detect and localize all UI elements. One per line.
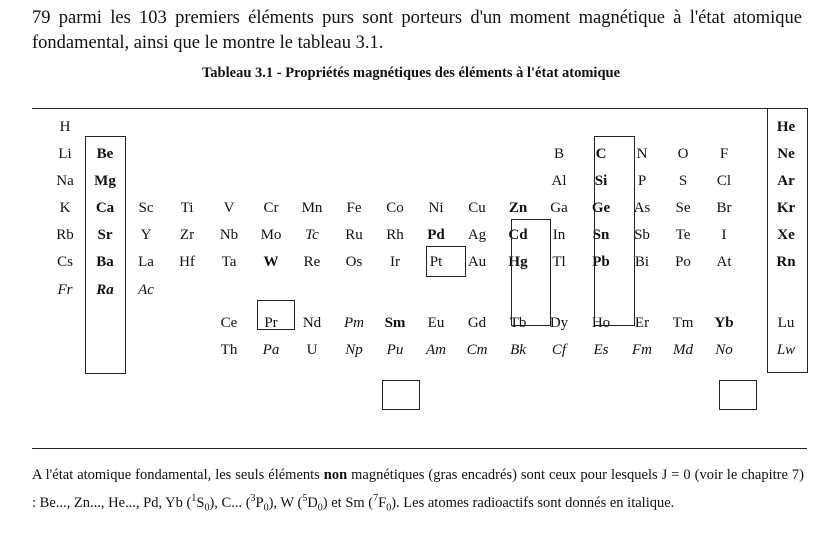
element-se: Se	[675, 200, 691, 216]
element-ge: Ge	[591, 200, 611, 216]
element-nb: Nb	[219, 227, 239, 243]
element-kr: Kr	[776, 200, 796, 216]
element-pa: Pa	[262, 342, 280, 358]
element-bk: Bk	[510, 342, 526, 358]
element-tc: Tc	[305, 227, 319, 243]
element-co: Co	[386, 200, 404, 216]
element-h: H	[59, 119, 71, 135]
element-cl: Cl	[716, 173, 732, 189]
element-ca: Ca	[95, 200, 115, 216]
element-eu: Eu	[427, 315, 445, 331]
box-group-14	[594, 136, 635, 326]
element-md: Md	[673, 342, 693, 358]
element-s: S	[678, 173, 688, 189]
element-au: Au	[467, 254, 487, 270]
element-sc: Sc	[138, 200, 154, 216]
element-tb: Tb	[509, 315, 527, 331]
element-ar: Ar	[777, 173, 795, 189]
element-gd: Gd	[467, 315, 487, 331]
element-lw: Lw	[776, 342, 796, 358]
element-sn: Sn	[592, 227, 610, 243]
element-u: U	[306, 342, 318, 358]
element-lu: Lu	[777, 315, 795, 331]
term-1-sup: 1	[191, 493, 197, 504]
element-pu: Pu	[386, 342, 404, 358]
box-group-2	[85, 136, 126, 374]
element-tl: Tl	[552, 254, 566, 270]
element-cf: Cf	[551, 342, 567, 358]
element-ga: Ga	[550, 200, 568, 216]
element-er: Er	[634, 315, 650, 331]
element-rn: Rn	[776, 254, 796, 270]
term-1: S	[196, 494, 205, 511]
element-ra: Ra	[96, 282, 114, 298]
element-al: Al	[551, 173, 567, 189]
element-sr: Sr	[97, 227, 113, 243]
element-o: O	[677, 146, 689, 162]
element-ne: Ne	[777, 146, 795, 162]
element-hg: Hg	[508, 254, 528, 270]
element-mn: Mn	[301, 200, 323, 216]
element-cm: Cm	[466, 342, 488, 358]
note-text-4: ), W (	[268, 494, 303, 511]
element-mo: Mo	[260, 227, 282, 243]
element-la: La	[138, 254, 154, 270]
element-ni: Ni	[428, 200, 444, 216]
element-ru: Ru	[345, 227, 363, 243]
element-fm: Fm	[632, 342, 652, 358]
element-am: Am	[426, 342, 446, 358]
element-at: At	[716, 254, 732, 270]
note-text-6: ). Les atomes radioactifs sont donnés en italique.	[391, 494, 675, 511]
element-yb: Yb	[714, 315, 734, 331]
element-ac: Ac	[138, 282, 154, 298]
element-b: B	[553, 146, 564, 162]
element-pd: Pd	[427, 227, 445, 243]
element-be: Be	[96, 146, 114, 162]
note-text-2: magnétiques (gras encadrés) sont ceux pour lesquels J = 0 (voir le chapitre 7) : Be..., Zn..., He..., Pd, Yb (	[32, 467, 804, 511]
term-3-sup: 5	[302, 493, 308, 504]
element-pm: Pm	[344, 315, 364, 331]
element-re: Re	[303, 254, 321, 270]
element-ta: Ta	[221, 254, 237, 270]
element-th: Th	[220, 342, 238, 358]
box-group-12	[511, 219, 551, 326]
element-nd: Nd	[302, 315, 322, 331]
element-k: K	[59, 200, 71, 216]
element-os: Os	[345, 254, 363, 270]
element-te: Te	[675, 227, 691, 243]
element-he: He	[776, 119, 796, 135]
element-y: Y	[140, 227, 152, 243]
element-cu: Cu	[468, 200, 486, 216]
table-bottom-rule	[32, 448, 807, 449]
element-na: Na	[56, 173, 74, 189]
term-2-sub: 0	[263, 502, 269, 514]
term-3: D	[307, 494, 318, 511]
element-cd: Cd	[508, 227, 528, 243]
element-cs: Cs	[57, 254, 73, 270]
box-pd	[426, 246, 466, 277]
term-3-sub: 0	[317, 502, 323, 514]
box-noble-gases	[767, 108, 808, 373]
element-si: Si	[594, 173, 608, 189]
element-po: Po	[675, 254, 691, 270]
element-f: F	[719, 146, 729, 162]
box-w	[257, 300, 295, 330]
element-es: Es	[593, 342, 609, 358]
note-text-5: ) et Sm (	[322, 494, 374, 511]
element-rh: Rh	[386, 227, 404, 243]
element-np: Np	[345, 342, 363, 358]
element-zr: Zr	[179, 227, 195, 243]
term-4-sup: 7	[373, 493, 379, 504]
element-w: W	[263, 254, 279, 270]
element-pr: Pr	[264, 315, 278, 331]
element-ir: Ir	[390, 254, 400, 270]
term-2-sup: 3	[250, 493, 256, 504]
intro-paragraph: 79 parmi les 103 premiers éléments purs sont porteurs d'un moment magnétique à l'état atomique fondamental, ainsi que le montre le tableau 3.1.	[32, 8, 802, 53]
element-ho: Ho	[591, 315, 611, 331]
element-bi: Bi	[634, 254, 650, 270]
element-i: I	[721, 227, 727, 243]
element-sm: Sm	[384, 315, 406, 331]
element-fe: Fe	[346, 200, 362, 216]
term-2: P	[255, 494, 264, 511]
element-zn: Zn	[508, 200, 528, 216]
element-tm: Tm	[672, 315, 694, 331]
table-caption: Tableau 3.1 - Propriétés magnétiques des éléments à l'état atomique	[201, 65, 621, 81]
element-rb: Rb	[56, 227, 74, 243]
box-yb	[719, 380, 757, 410]
element-pt: Pt	[429, 254, 443, 270]
term-4-sub: 0	[386, 502, 392, 514]
element-v: V	[223, 200, 235, 216]
element-cr: Cr	[263, 200, 279, 216]
note-text-3: ), C... (	[209, 494, 251, 511]
element-n: N	[636, 146, 648, 162]
element-no: No	[715, 342, 733, 358]
box-sm	[382, 380, 420, 410]
table-note	[32, 464, 804, 520]
element-c: C	[595, 146, 607, 162]
element-pb: Pb	[592, 254, 610, 270]
element-ag: Ag	[467, 227, 487, 243]
element-ba: Ba	[96, 254, 114, 270]
element-in: In	[552, 227, 566, 243]
element-mg: Mg	[94, 173, 116, 189]
element-as: As	[633, 200, 651, 216]
note-text-1: A l'état atomique fondamental, les seuls éléments	[32, 467, 324, 483]
element-hf: Hf	[179, 254, 195, 270]
element-ti: Ti	[180, 200, 194, 216]
element-li: Li	[58, 146, 72, 162]
element-br: Br	[716, 200, 732, 216]
element-sb: Sb	[634, 227, 650, 243]
element-xe: Xe	[777, 227, 795, 243]
note-bold-non: non	[323, 467, 348, 483]
element-ce: Ce	[220, 315, 238, 331]
element-fr: Fr	[57, 282, 73, 298]
term-4: F	[378, 494, 387, 511]
element-dy: Dy	[549, 315, 569, 331]
element-p: P	[637, 173, 647, 189]
term-1-sub: 0	[204, 502, 210, 514]
